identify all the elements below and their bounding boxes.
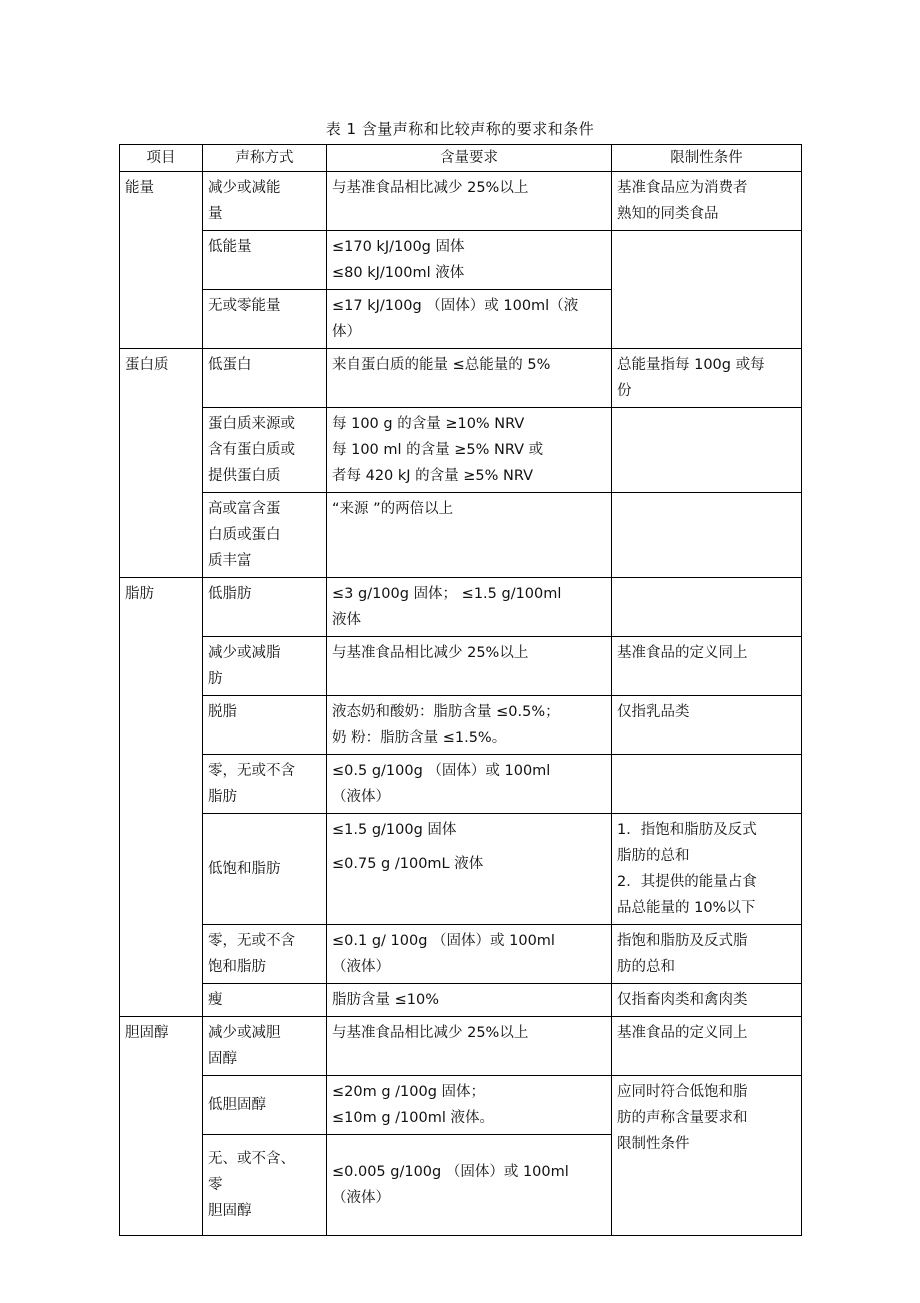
- requirement-cell: 每 100 g 的含量 ≥10% NRV 每 100 ml 的含量 ≥5% NRV 或 者每 420 kJ 的含量 ≥5% NRV: [327, 408, 612, 493]
- condition-cell: [612, 493, 802, 578]
- claim-cell: 高或富含蛋 白质或蛋白 质丰富: [203, 493, 327, 578]
- table-row: [120, 1076, 802, 1135]
- requirement-cell: 与基准食品相比减少 25%以上: [327, 1017, 612, 1076]
- nutrition-claims-table: [119, 144, 802, 1236]
- table-row: [120, 1017, 802, 1076]
- claim-cell: 零，无或不含 脂肪: [203, 755, 327, 814]
- claim-cell: 瘦: [203, 984, 327, 1017]
- table-row: [120, 578, 802, 637]
- header-requirement: 含量要求: [327, 145, 612, 172]
- header-claim: 声称方式: [203, 145, 327, 172]
- requirement-cell: ≤0.5 g/100g （固体）或 100ml （液体）: [327, 755, 612, 814]
- requirement-cell: 液态奶和酸奶：脂肪含量 ≤0.5%； 奶 粉：脂肪含量 ≤1.5%。: [327, 696, 612, 755]
- table-row: [120, 925, 802, 984]
- condition-cell: 基准食品的定义同上: [612, 1017, 802, 1076]
- claim-cell: 低饱和脂肪: [203, 814, 327, 925]
- condition-cell: 1．指饱和脂肪及反式 脂肪的总和 2．其提供的能量占食 品总能量的 10%以下: [612, 814, 802, 925]
- table-caption: 表 1 含量声称和比较声称的要求和条件: [325, 120, 595, 138]
- table-row: [120, 493, 802, 578]
- condition-cell: 基准食品的定义同上: [612, 637, 802, 696]
- requirement-cell: ≤17 kJ/100g （固体）或 100ml（液 体）: [327, 290, 612, 349]
- claim-cell: 减少或减能 量: [203, 172, 327, 231]
- requirement-cell: ≤20m g /100g 固体； ≤10m g /100ml 液体。: [327, 1076, 612, 1135]
- condition-cell: [612, 408, 802, 493]
- requirement-cell: ≤1.5 g/100g 固体 ≤0.75 g /100mL 液体: [327, 814, 612, 925]
- table-row: [120, 637, 802, 696]
- requirement-cell: ≤170 kJ/100g 固体 ≤80 kJ/100ml 液体: [327, 231, 612, 290]
- claim-cell: 低脂肪: [203, 578, 327, 637]
- requirement-cell: 与基准食品相比减少 25%以上: [327, 172, 612, 231]
- claim-cell: 减少或减胆 固醇: [203, 1017, 327, 1076]
- table-row: [120, 408, 802, 493]
- claim-cell: 低胆固醇: [203, 1076, 327, 1135]
- requirement-cell: 来自蛋白质的能量 ≤总能量的 5%: [327, 349, 612, 408]
- item-cell: 能量: [120, 172, 203, 349]
- table-row: [120, 349, 802, 408]
- requirement-cell: ≤3 g/100g 固体； ≤1.5 g/100ml 液体: [327, 578, 612, 637]
- item-cell: 脂肪: [120, 578, 203, 1017]
- condition-cell: 指饱和脂肪及反式脂 肪的总和: [612, 925, 802, 984]
- requirement-cell: ≤0.1 g/ 100g （固体）或 100ml （液体）: [327, 925, 612, 984]
- claim-cell: 减少或减脂 肪: [203, 637, 327, 696]
- condition-cell: [612, 755, 802, 814]
- table-row: [120, 755, 802, 814]
- item-cell: 胆固醇: [120, 1017, 203, 1236]
- header-condition: 限制性条件: [612, 145, 802, 172]
- claim-cell: 脱脂: [203, 696, 327, 755]
- table-row: [120, 231, 802, 290]
- table-row: [120, 172, 802, 231]
- requirement-cell: ≤0.005 g/100g （固体）或 100ml （液体）: [327, 1135, 612, 1236]
- condition-cell: [612, 578, 802, 637]
- condition-cell: [612, 231, 802, 349]
- condition-cell: 仅指畜肉类和禽肉类: [612, 984, 802, 1017]
- table-row: [120, 814, 802, 925]
- claim-cell: 无、或不含、 零 胆固醇: [203, 1135, 327, 1236]
- table-row: [120, 696, 802, 755]
- requirement-cell: 与基准食品相比减少 25%以上: [327, 637, 612, 696]
- condition-cell: 仅指乳品类: [612, 696, 802, 755]
- requirement-cell: “来源 ”的两倍以上: [327, 493, 612, 578]
- condition-cell: 总能量指每 100g 或每 份: [612, 349, 802, 408]
- requirement-cell: 脂肪含量 ≤10%: [327, 984, 612, 1017]
- table-row: [120, 984, 802, 1017]
- header-item: 项目: [120, 145, 203, 172]
- claim-cell: 低能量: [203, 231, 327, 290]
- claim-cell: 低蛋白: [203, 349, 327, 408]
- claim-cell: 无或零能量: [203, 290, 327, 349]
- claim-cell: 零，无或不含 饱和脂肪: [203, 925, 327, 984]
- condition-cell: 应同时符合低饱和脂 肪的声称含量要求和 限制性条件: [612, 1076, 802, 1236]
- header-row: [120, 145, 802, 172]
- item-cell: 蛋白质: [120, 349, 203, 578]
- claim-cell: 蛋白质来源或 含有蛋白质或 提供蛋白质: [203, 408, 327, 493]
- condition-cell: 基准食品应为消费者 熟知的同类食品: [612, 172, 802, 231]
